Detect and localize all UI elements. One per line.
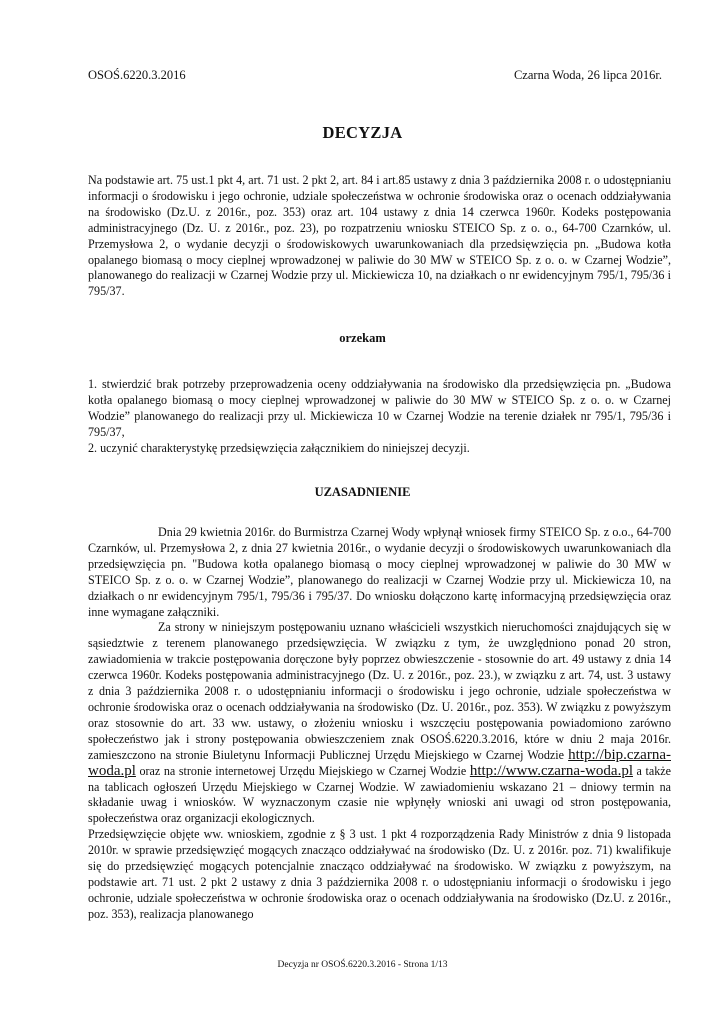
case-reference: OSOŚ.6220.3.2016 — [88, 68, 186, 82]
decision-item-2: 2. uczynić charakterystykę przedsięwzięcia załącznikiem do niniejszej decyzji. — [88, 440, 470, 455]
justification-paragraph-3: Przedsięwzięcie objęte ww. wnioskiem, zgodnie z § 3 ust. 1 pkt 4 rozporządzenia Rady Ministrów z dnia 9 listopada 2010r. w sprawie przedsięwzięć mogących znacząco oddziaływać na środowisko (Dz. U. z 2016r. poz. 71) kwalifikuje się do przedsięwzięć mogących potencjalnie znacząco oddziaływać na środowisko. W związku z powyższym, na podstawie art. 71 ust. 2 pkt 2 ustawy z dnia 3 października 2008 r. o udostępnianiu informacji o środowisku i jego ochronie, udziale społeczeństwa w ochronie środowiska oraz o ocenach oddziaływania na środowisko (Dz.U. z 2016r., poz. 353), realizacja planowanego — [88, 827, 671, 921]
paragraph-2-text-c: a także na tablicach ogłoszeń Urzędu Miejskiego w Czarnej Wodzie. W zawiadomieniu wskazano 21 – dniowy termin na składanie uwag i wniosków. W wyznaczonym czasie nie wpłynęły wnioski ani uwagi od stron postępowania, społeczeństwa oraz organizacji ekologicznych. — [88, 763, 671, 826]
page-footer: Decyzja nr OSOŚ.6220.3.2016 - Strona 1/13 — [277, 960, 448, 970]
decision-list — [88, 377, 671, 457]
place-and-date: Czarna Woda, 26 lipca 2016r. — [513, 68, 662, 82]
website-link[interactable]: http://www.czarna-woda.pl — [469, 762, 633, 779]
decision-item-1: 1. stwierdzić brak potrzeby przeprowadzenia oceny oddziaływania na środowisko dla przedsięwzięcia pn. „Budowa kotła opalanego biomasą o mocy cieplnej wprowadzonej w paliwie do 30 MW w STEICO Sp. z o. o. w Czarnej Wodzie” planowanego do realizacji przy ul. Mickiewicza 10 w Czarnej Wodzie na terenie działek nr 795/1, 795/36 i 795/37, — [88, 377, 671, 439]
justification-paragraph-1: Dnia 29 kwietnia 2016r. do Burmistrza Czarnej Wody wpłynął wniosek firmy STEICO Sp. z o.o., 64-700 Czarnków, ul. Przemysłowa 2, z dnia 27 kwietnia 2016r., o wydanie decyzji o środowiskowych uwarunkowaniach dla przedsięwzięcia pn. "Budowa kotła opalanego biomasą o mocy cieplnej wprowadzonej w paliwie do 30 MW w STEICO Sp. z o. o. w Czarnej Wodzie”, planowanego do realizacji w Czarnej Wodzie przy ul. Mickiewicza 10, na działkach o nr ewidencyjnym 795/1, 795/36 i 795/37. Do wniosku dołączono kartę informacyjną przedsięwzięcia oraz inne wymagane załączniki. — [88, 525, 671, 619]
justification-paragraph-2 — [88, 620, 671, 827]
intro-paragraph: Na podstawie art. 75 ust.1 pkt 4, art. 71 ust. 2 pkt 2, art. 84 i art.85 ustawy z dnia 3 października 2008 r. o udostępnianiu informacji o środowisku i jego ochronie, udziale społeczeństwa w ochronie środowiska oraz o ocenach oddziaływania na środowisko (Dz.U. z 2016r., poz. 353) oraz art. 104 ustawy z dnia 14 czerwca 1960r. Kodeks postępowania administracyjnego (Dz. U. z 2016r., poz. 23), po rozpatrzeniu wniosku STEICO Sp. z o. o., 64-700 Czarnków, ul. Przemysłowa 2, o wydanie decyzji o środowiskowych uwarunkowaniach dla przedsięwzięcia pn. „Budowa kotła opalanego biomasą o mocy cieplnej wprowadzonej w paliwie do 30 MW w STEICO Sp. z o. o. w Czarnej Wodzie”, planowanego do realizacji w Czarnej Wodzie przy ul. Mickiewicza 10, na działkach o nr ewidencyjnym 795/1, 795/36 i 795/37. — [88, 173, 671, 299]
ruling-heading: orzekam — [339, 331, 386, 345]
justification-body — [88, 525, 671, 923]
bip-link[interactable]: http://bip.czarna-woda.pl — [88, 746, 671, 779]
justification-heading: UZASADNIENIE — [314, 485, 411, 499]
document-title: DECYZJA — [322, 123, 403, 142]
paragraph-2-text-b: oraz na stronie internetowej Urzędu Miejskiego w Czarnej Wodzie — [135, 763, 470, 778]
paragraph-2-text-a: Za strony w niniejszym postępowaniu uznano właścicieli wszystkich nieruchomości znajdujących się w sąsiedztwie z terenem planowanego przedsięwzięcia. W związku z tym, że uwzględniono ponad 20 stron, zawiadomienia w trakcie postępowania doręczone były poprzez obwieszczenie - stosownie do art. 49 ustawy z dnia 14 czerwca 1960r. Kodeks postępowania administracyjnego (Dz. U. z 2016r., poz. 23.), w związku z art. 74, ust. 3 ustawy z dnia 3 października 2008 r. o udostępnianiu informacji o środowisku i jego ochronie, udziale społeczeństwa w ochronie środowiska oraz o ocenach oddziaływania na środowisko (Dz. U. 2016r., poz. 353). W związku z powyższym oraz stosownie do art. 33 ww. ustawy, o złożeniu wniosku i wszczęciu postępowania powiadomiono zarówno społeczeństwo jak i strony postępowania obwieszczeniem znak OSOŚ.6220.3.2016, które w dniu 2 maja 2016r. zamieszczono na stronie Biuletynu Informacji Publicznej Urzędu Miejskiego w Czarnej Wodzie — [88, 620, 671, 762]
